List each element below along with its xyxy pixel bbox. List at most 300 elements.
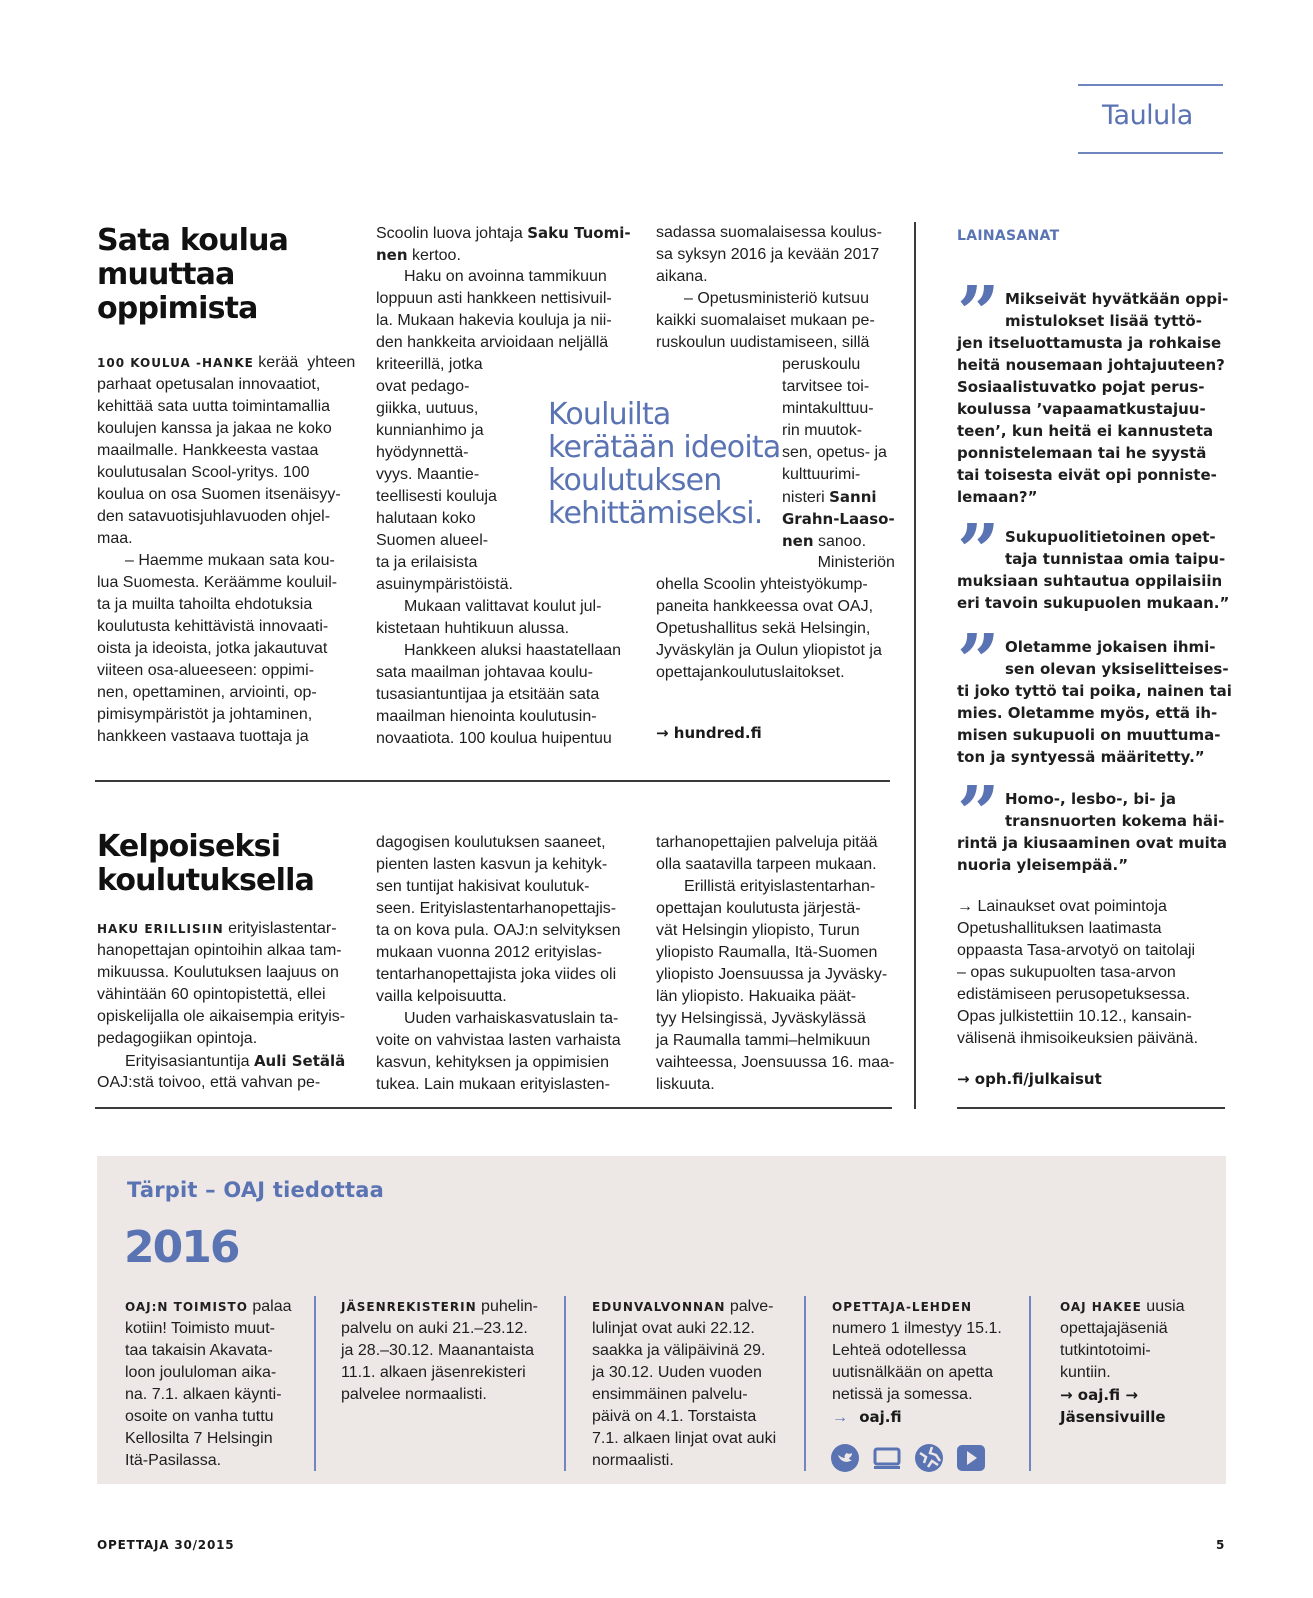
article2-column-2 [376, 832, 646, 1096]
headline-line: Sata koulua [97, 223, 289, 258]
text: Erillistä erityislastentarhan- [684, 878, 876, 895]
text-line [656, 876, 906, 898]
tarpit-lead: EDUNVALVONNAN [592, 1300, 726, 1314]
text-line [97, 918, 367, 940]
text: netissä ja somessa. [832, 1386, 973, 1403]
text-line [97, 638, 367, 660]
lead-in: HAKU ERILLISIIN [97, 922, 224, 936]
text: normaalisti. [592, 1452, 674, 1469]
text: ovat pedago- [376, 378, 470, 395]
text-line [97, 484, 367, 506]
text: oista ja ideoista, jotka jakautuvat [97, 640, 328, 657]
text: vät Helsingin yliopisto, Turun [656, 922, 860, 939]
text-line [376, 1052, 646, 1074]
quote-line: koulussa ’vapaamatkustajuu- [957, 400, 1206, 418]
text: mikuussa. Koulutuksen laajuus on [97, 964, 339, 981]
text: loon joululoman aika- [125, 1364, 277, 1381]
text: kasvun, kehityksen ja oppimisien [376, 1054, 610, 1071]
sidebar-bottom-rule [957, 1107, 1225, 1109]
tarpit-line [592, 1428, 802, 1450]
sidebar-quote [957, 522, 1230, 614]
text: tukea. Lain mukaan erityislasten- [376, 1076, 610, 1093]
text: den satavuotisjuhlavuoden ohjel- [97, 508, 331, 525]
article2-column-3 [656, 832, 906, 1096]
text-line [782, 376, 906, 398]
text: 11.1. alkaen jäsenrekisteri [341, 1364, 526, 1381]
sidebar-lainasanat [957, 228, 1232, 1088]
text: – Haemme mukaan sata kou- [125, 552, 335, 569]
tarpit-line [592, 1450, 802, 1472]
text: Haku on avoinna tammikuun [404, 268, 607, 285]
text: opiskelijalla ole aikaisempia erityis- [97, 1008, 346, 1025]
pull-quote-line: koulutuksen [548, 463, 722, 498]
text-line [97, 572, 367, 594]
tarpit-line [125, 1384, 305, 1406]
text: koulujen kanssa ja jakaa ne koko [97, 420, 332, 437]
text-line [376, 706, 646, 728]
note-line: → Lainaukset ovat poimintoja [957, 898, 1167, 915]
article1-column-1 [97, 352, 367, 748]
tarpit-line [592, 1296, 802, 1318]
tarpit-divider [564, 1296, 566, 1471]
tarpit-line [1060, 1340, 1220, 1362]
text: loppuun asti hankkeen nettisivuil- [376, 290, 612, 307]
tarpit-line [341, 1340, 551, 1362]
text: kaikki suomalaiset mukaan pe- [656, 312, 875, 329]
tarpit-line [125, 1428, 305, 1450]
text: giikka, uutuus, [376, 400, 479, 417]
tarpit-line [125, 1296, 305, 1318]
text: uusia [1141, 1298, 1185, 1315]
sidebar-note [957, 896, 1198, 1050]
text-line [97, 440, 367, 462]
text-line [376, 618, 646, 640]
text: taa takaisin Akavata- [125, 1342, 273, 1359]
article2-bottom-rule [95, 1107, 892, 1109]
text-line [782, 420, 906, 442]
text: tarvitsee toi- [782, 378, 870, 395]
section-label: Taulula [1102, 100, 1193, 131]
text: Uuden varhaiskasvatuslain ta- [404, 1010, 619, 1027]
text: la. Mukaan hakevia kouluja ja nii- [376, 312, 612, 329]
quote-line: teen’, kun heitä ei kannusteta [957, 422, 1214, 440]
tarpit-line [1060, 1318, 1220, 1340]
text: 7.1. alkaen linjat ovat auki [592, 1430, 777, 1447]
tarpit-line [592, 1362, 802, 1384]
text: kriteerillä, jotka [376, 356, 483, 373]
text: mukaan vuonna 2012 erityislas- [376, 944, 602, 961]
text: sen tuntijat hakisivat koulutuk- [376, 878, 590, 895]
text-line [656, 920, 906, 942]
tarpit-lead: OAJ HAKEE [1060, 1300, 1142, 1314]
text-line [376, 310, 646, 332]
text-line [656, 332, 906, 354]
sidebar-quote [957, 632, 1232, 768]
text: uutisnälkään on apetta [832, 1364, 994, 1381]
text: opettajankoulutuslaitokset. [656, 664, 845, 681]
text: lulinjat ovat auki 22.12. [592, 1320, 755, 1337]
text: parhaat opetusalan innovaatiot, [97, 376, 321, 393]
text: paneita hankkeessa ovat OAJ, [656, 598, 874, 615]
article2-column-1 [97, 918, 367, 1094]
note-line: Opetushallituksen laatimasta [957, 920, 1162, 937]
text-line [376, 1008, 646, 1030]
text-line [376, 898, 646, 920]
quote-line: taja tunnistaa omia taipu- [1005, 550, 1226, 568]
text: liskuuta. [656, 1076, 715, 1093]
note-line: Opas julkistettiin 10.12., kansain- [957, 1008, 1192, 1025]
text: vaihteessa, Joensuussa 16. maa- [656, 1054, 895, 1071]
text: dagogisen koulutuksen saaneet, [376, 834, 606, 851]
text-line [656, 1074, 906, 1096]
text-line [97, 594, 367, 616]
quote-mark-icon: ” [957, 632, 994, 680]
text-line [656, 310, 906, 332]
article-divider [95, 780, 890, 782]
person-name: nen [376, 246, 408, 264]
note-line: edistämiseen perusopetuksessa. [957, 986, 1191, 1003]
tarpit-item [341, 1296, 551, 1406]
text: ta on kova pula. OAJ:n selvityksen [376, 922, 621, 939]
text-line [97, 550, 367, 572]
quote-line: Homo-, lesbo-, bi- ja [1005, 790, 1176, 808]
text-line [376, 244, 646, 266]
quote-line: Sukupuolitietoinen opet- [1005, 528, 1216, 546]
tarpit-item [1060, 1296, 1220, 1428]
text: ja 28.–30.12. Maanantaista [341, 1342, 535, 1359]
text-line [376, 920, 646, 942]
oaj-link-line [832, 1406, 1022, 1428]
text: halutaan koko [376, 510, 476, 527]
text: rin muutok- [782, 422, 863, 439]
text-line [656, 832, 906, 854]
quote-line: Oletamme jokaisen ihmi- [1005, 638, 1216, 656]
text-line [97, 962, 367, 984]
text: Opetushallitus sekä Helsingin, [656, 620, 871, 637]
text: puhelin- [476, 1298, 538, 1315]
arrow-icon: → [832, 1409, 848, 1426]
tarpit-item [592, 1296, 802, 1472]
text: päivä on 4.1. Torstaista [592, 1408, 757, 1425]
text: pimisympäristöt ja johtaminen, [97, 706, 313, 723]
quote-line: mies. Oletamme myös, että ih- [957, 704, 1218, 722]
tarpit-line [592, 1318, 802, 1340]
quote-line: Mikseivät hyvätkään oppi- [1005, 290, 1229, 308]
text-line [782, 530, 906, 552]
pull-quote-line: kerätään ideoita [548, 430, 781, 465]
text-line [376, 964, 646, 986]
text-line [656, 618, 906, 640]
text-line [656, 942, 906, 964]
text: vyys. Maantie- [376, 466, 480, 483]
text-line [97, 940, 367, 962]
text: yliopisto Joensuussa ja Jyväsky- [656, 966, 888, 983]
text-line [376, 876, 646, 898]
quote-mark-icon: ” [957, 522, 994, 570]
pull-quote [548, 398, 780, 530]
headline-line: Kelpoiseksi [97, 829, 281, 864]
tarpit-year: 2016 [124, 1222, 239, 1273]
text-line [97, 682, 367, 704]
text: hankkeen vastaava tuottaja ja [97, 728, 309, 745]
tarpit-line [341, 1296, 551, 1318]
tarpit-divider [314, 1296, 316, 1471]
text: saakka ja välipäivinä 29. [592, 1342, 766, 1359]
tarpit-line [1060, 1362, 1220, 1384]
text-line [656, 1008, 906, 1030]
text: tyy Helsingissä, Jyväskylässä [656, 1010, 866, 1027]
text: ensimmäinen palvelu- [592, 1386, 748, 1403]
text: ohella Scoolin yhteistyökump- [656, 576, 868, 593]
text-line [376, 552, 646, 574]
text: tentarhanopettajista joka viides oli [376, 966, 617, 983]
text-line [97, 396, 367, 418]
headline-line: oppimista [97, 291, 258, 326]
article1-column-3-narrow [782, 354, 906, 574]
text-line [97, 984, 367, 1006]
text: Scoolin luova johtaja [376, 225, 528, 242]
text: Erityisasiantuntija [125, 1053, 254, 1070]
sidebar-title: LAINASANAT [957, 228, 1060, 244]
text-line [656, 854, 906, 876]
text: ta ja muilta tahoilta ehdotuksia [97, 596, 313, 613]
text: kuntiin. [1060, 1364, 1111, 1381]
text-line [376, 376, 646, 398]
text: nen, opettaminen, arviointi, op- [97, 684, 317, 701]
text-line [782, 486, 906, 508]
text-line [376, 530, 646, 552]
text-line [656, 222, 906, 244]
tarpit-line [125, 1450, 305, 1472]
oaj-link[interactable]: → oaj.fi → [1060, 1386, 1138, 1404]
text: teellisesti kouluja [376, 488, 497, 505]
sidebar-quote [957, 284, 1229, 508]
section-tab [1078, 84, 1223, 154]
text: maa. [97, 530, 133, 547]
text-line [97, 418, 367, 440]
text: palvelee normaalisti. [341, 1386, 487, 1403]
tarpit-item [125, 1296, 305, 1472]
text-line [376, 662, 646, 684]
text: pedagogiikan opintoja. [97, 1030, 258, 1047]
tarpit-line [832, 1362, 1022, 1384]
text: Hankkeen aluksi haastatellaan [404, 642, 622, 659]
text-line [97, 1006, 367, 1028]
tarpit-lead: JÄSENREKISTERIN [341, 1300, 477, 1314]
text-line [656, 986, 906, 1008]
text: Itä-Pasilassa. [125, 1452, 222, 1469]
quote-line: nuoria yleisempää.” [957, 856, 1129, 874]
text: län yliopisto. Hakuaika päät- [656, 988, 857, 1005]
tarpit-line [832, 1296, 1022, 1318]
text-line [376, 854, 646, 876]
text: tusasiantuntijaa ja etsitään sata [376, 686, 600, 703]
text-line [97, 1050, 367, 1072]
twitter-icon[interactable] [830, 1443, 860, 1473]
text-line [376, 288, 646, 310]
tarpit-divider [1029, 1296, 1031, 1471]
text-line [376, 942, 646, 964]
sidebar-quote [957, 784, 1228, 876]
text: sanoo. [813, 533, 867, 550]
tarpit-line [592, 1340, 802, 1362]
text: nisteri [782, 489, 830, 506]
play-icon[interactable] [956, 1443, 986, 1473]
text: lua Suomesta. Keräämme kouluil- [97, 574, 338, 591]
text-line [97, 1072, 367, 1094]
text-line [376, 728, 646, 750]
text: koulua on osa Suomen itsenäisyy- [97, 486, 341, 503]
text: Lehteä odotellessa [832, 1342, 967, 1359]
text-line [97, 528, 367, 550]
quote-line: rintä ja kiusaaminen ovat muita [957, 834, 1228, 852]
person-name: Auli Setälä [253, 1052, 346, 1070]
article1-column-3-continued [656, 574, 906, 684]
tarpit-line [832, 1318, 1022, 1340]
text: peruskoulu [782, 356, 861, 373]
text: tarhanopettajien palveluja pitää [656, 834, 878, 851]
quote-line: mistulokset lisää tyttö- [1005, 312, 1202, 330]
text: Kellosilta 7 Helsingin [125, 1430, 273, 1447]
text: sen, opetus- ja [782, 444, 887, 461]
lead-in: 100 KOULUA -HANKE [97, 356, 254, 370]
text: yliopisto Raumalla, Itä-Suomen [656, 944, 878, 961]
text: kehittää sata uutta toimintamallia [97, 398, 331, 415]
quote-line: transnuorten kokema häi- [1005, 812, 1225, 830]
tarpit-line [125, 1318, 305, 1340]
text-line [782, 464, 906, 486]
text: mintakulttuu- [782, 400, 874, 417]
text: kertoo. [407, 247, 461, 264]
text: kerää yhteen [253, 354, 356, 371]
tarpit-lead: OAJ:N TOIMISTO [125, 1300, 248, 1314]
text: Jyväskylän ja Oulun yliopistot ja [656, 642, 882, 659]
tarpit-line [125, 1406, 305, 1428]
tarpit-line [341, 1384, 551, 1406]
text: numero 1 ilmestyy 15.1. [832, 1320, 1002, 1337]
article2-headline [97, 830, 314, 898]
person-name: Sanni [829, 488, 877, 506]
article1-column-3 [656, 222, 906, 354]
text-line [97, 352, 367, 374]
globe-icon[interactable] [914, 1443, 944, 1473]
quote-line: Sosiaalistuvatko pojat perus- [957, 378, 1205, 396]
text: pienten lasten kasvun ja kehityk- [376, 856, 608, 873]
quote-line: sen olevan yksiselitteises- [1005, 660, 1229, 678]
article1-headline [97, 224, 288, 326]
tarpit-line [592, 1384, 802, 1406]
text-line [376, 332, 646, 354]
text-line [656, 574, 906, 596]
text-line [376, 986, 646, 1008]
text: kunnianhimo ja [376, 422, 484, 439]
tarpit-line [832, 1384, 1022, 1406]
text: na. 7.1. alkaen käynti- [125, 1386, 282, 1403]
hundred-link[interactable]: → hundred.fi [656, 724, 762, 742]
quote-line: ton ja syntyessä määritetty.” [957, 748, 1205, 766]
pull-quote-line: kehittämiseksi. [548, 496, 763, 531]
tarpit-line [125, 1340, 305, 1362]
text-line [97, 726, 367, 748]
text: Mukaan valittavat koulut jul- [404, 598, 602, 615]
text: Suomen alueel- [376, 532, 489, 549]
text: palve- [725, 1298, 774, 1315]
text: osoite on vanha tuttu [125, 1408, 274, 1425]
text: sata maailman johtavaa koulu- [376, 664, 594, 681]
quote-line: tai toisesta eivät opi ponniste- [957, 466, 1217, 484]
quote-line: eri tavoin sukupuolen mukaan.” [957, 594, 1230, 612]
oph-link[interactable]: → oph.fi/julkaisut [957, 1070, 1102, 1088]
quote-line: lemaan?” [957, 488, 1038, 506]
text: novaatiota. 100 koulua huipentuu [376, 730, 612, 747]
text: sa syksyn 2016 ja kevään 2017 [656, 246, 880, 263]
quote-line: ponnistelemaan tai he syystä [957, 444, 1207, 462]
text: opettajan koulutusta järjestä- [656, 900, 861, 917]
text: erityislastentar- [223, 920, 337, 937]
footer-publication: OPETTAJA 30/2015 [97, 1538, 235, 1552]
tarpit-divider [804, 1296, 806, 1471]
text: palaa [247, 1298, 292, 1315]
oaj-link[interactable]: oaj.fi [854, 1408, 902, 1426]
note-line: – opas sukupuolten tasa-arvon [957, 964, 1176, 981]
tarpit-line [592, 1406, 802, 1428]
quote-line: jen itseluottamusta ja rohkaise [957, 334, 1222, 352]
tarpit-line [341, 1318, 551, 1340]
text-line [376, 832, 646, 854]
quote-line: heitä nousemaan johtajuuteen? [957, 356, 1225, 374]
text-line [782, 398, 906, 420]
text-line [376, 266, 646, 288]
text-line [97, 506, 367, 528]
text-line [376, 640, 646, 662]
text: maailmalle. Hankkeesta vastaa [97, 442, 319, 459]
text: ja 30.12. Uuden vuoden [592, 1364, 762, 1381]
text-line [656, 1030, 906, 1052]
text-line [97, 704, 367, 726]
sidebar-divider [914, 222, 916, 1109]
text: opettajajäseniä [1060, 1320, 1168, 1337]
tarpit-box [97, 1156, 1226, 1484]
text: kulttuurimi- [782, 466, 861, 483]
social-icons [830, 1443, 986, 1473]
text-line [656, 596, 906, 618]
jasensivuille-link[interactable]: Jäsensivuille [1060, 1408, 1166, 1426]
text: kistetaan huhtikuun alussa. [376, 620, 570, 637]
text-line [782, 508, 906, 530]
tarpit-line [1060, 1296, 1220, 1318]
text: olla saatavilla tarpeen mukaan. [656, 856, 877, 873]
tarpit-line [341, 1362, 551, 1384]
text: den hankkeita arvioidaan neljällä [376, 334, 609, 351]
text-line [97, 616, 367, 638]
note-line: välisenä ihmisoikeuksien päivänä. [957, 1030, 1199, 1047]
text: – Opetusministeriö kutsuu [684, 290, 869, 307]
tarpit-line [125, 1362, 305, 1384]
text-line [376, 1074, 646, 1096]
text-line [656, 266, 906, 288]
text-line [97, 374, 367, 396]
text: hyödynnettä- [376, 444, 469, 461]
person-name: Grahn-Laaso- [782, 510, 895, 528]
text: ta ja erilaisista [376, 554, 478, 571]
text: koulutusta kehittävistä innovaati- [97, 618, 329, 635]
text: palvelu on auki 21.–23.12. [341, 1320, 528, 1337]
text: voite on vahvistaa lasten varhaista [376, 1032, 621, 1049]
text-line [656, 244, 906, 266]
monitor-icon[interactable] [872, 1443, 902, 1473]
text-line [656, 288, 906, 310]
text-line [656, 662, 906, 684]
